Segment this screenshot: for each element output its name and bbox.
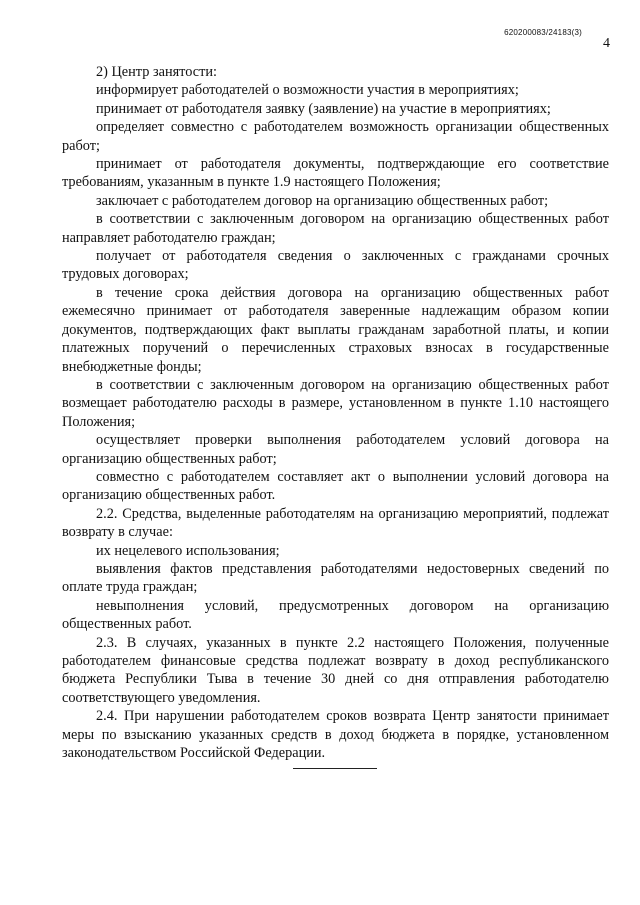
paragraph: заключает с работодателем договор на организацию общественных работ; bbox=[96, 192, 549, 209]
paragraph: совместно с работодателем составляет акт о выполнении условий договора на организацию общественных работ. bbox=[62, 468, 609, 504]
paragraph: получает от работодателя сведения о заключенных с гражданами срочных трудовых договорах; bbox=[62, 248, 609, 283]
paragraph: 2.3. В случаях, указанных в пункте 2.2 настоящего Положения, полученные работодателем финансовые средства подлежат возврату в доход республиканского бюджета Республики Тыва в течение 30 дней со дня отправления работодателю соответствующего уведомления. bbox=[62, 634, 609, 706]
paragraph: 2.2. Средства, выделенные работодателям на организацию мероприятий, подлежат возврату в случае: bbox=[62, 505, 609, 541]
paragraph: в течение срока действия договора на организацию общественных работ ежемесячно принимает от работодателя заверенные надлежащим образом копии документов, подтверждающих факт выплаты гражданам заработной платы, и копии платежных поручений о перечисленных страховых взносах в государственные внебюджетные фонды; bbox=[62, 284, 609, 375]
document-code: 620200083/24183(3) bbox=[504, 28, 582, 37]
document-body bbox=[62, 63, 609, 762]
paragraph: определяет совместно с работодателем возможность организации общественных работ; bbox=[62, 119, 609, 154]
paragraph: выявления фактов представления работодателями недостоверных сведений по оплате труда граждан; bbox=[62, 560, 609, 596]
page-number: 4 bbox=[603, 36, 610, 51]
paragraph: осуществляет проверки выполнения работодателем условий договора на организацию общественных работ; bbox=[62, 432, 609, 467]
paragraph: 2) Центр занятости: bbox=[96, 64, 217, 80]
paragraph: информирует работодателей о возможности участия в мероприятиях; bbox=[96, 82, 519, 99]
paragraph: в соответствии с заключенным договором на организацию общественных работ возмещает работодателю расходы в размере, установленном в пункте 1.10 настоящего Положения; bbox=[62, 376, 609, 430]
end-separator-line bbox=[293, 768, 377, 769]
paragraph: принимает от работодателя заявку (заявление) на участие в мероприятиях; bbox=[96, 100, 551, 117]
paragraph: невыполнения условий, предусмотренных договором на организацию общественных работ. bbox=[62, 597, 609, 633]
paragraph: 2.4. При нарушении работодателем сроков возврата Центр занятости принимает меры по взысканию указанных средств в доход бюджета в порядке, установленном законодательством Российской Федерации. bbox=[62, 708, 609, 762]
paragraph: их нецелевого использования; bbox=[96, 542, 280, 559]
paragraph: принимает от работодателя документы, подтверждающие его соответствие требованиям, указанным в пункте 1.9 настоящего Положения; bbox=[62, 156, 609, 191]
paragraph: в соответствии с заключенным договором на организацию общественных работ направляет работодателю граждан; bbox=[62, 211, 609, 246]
